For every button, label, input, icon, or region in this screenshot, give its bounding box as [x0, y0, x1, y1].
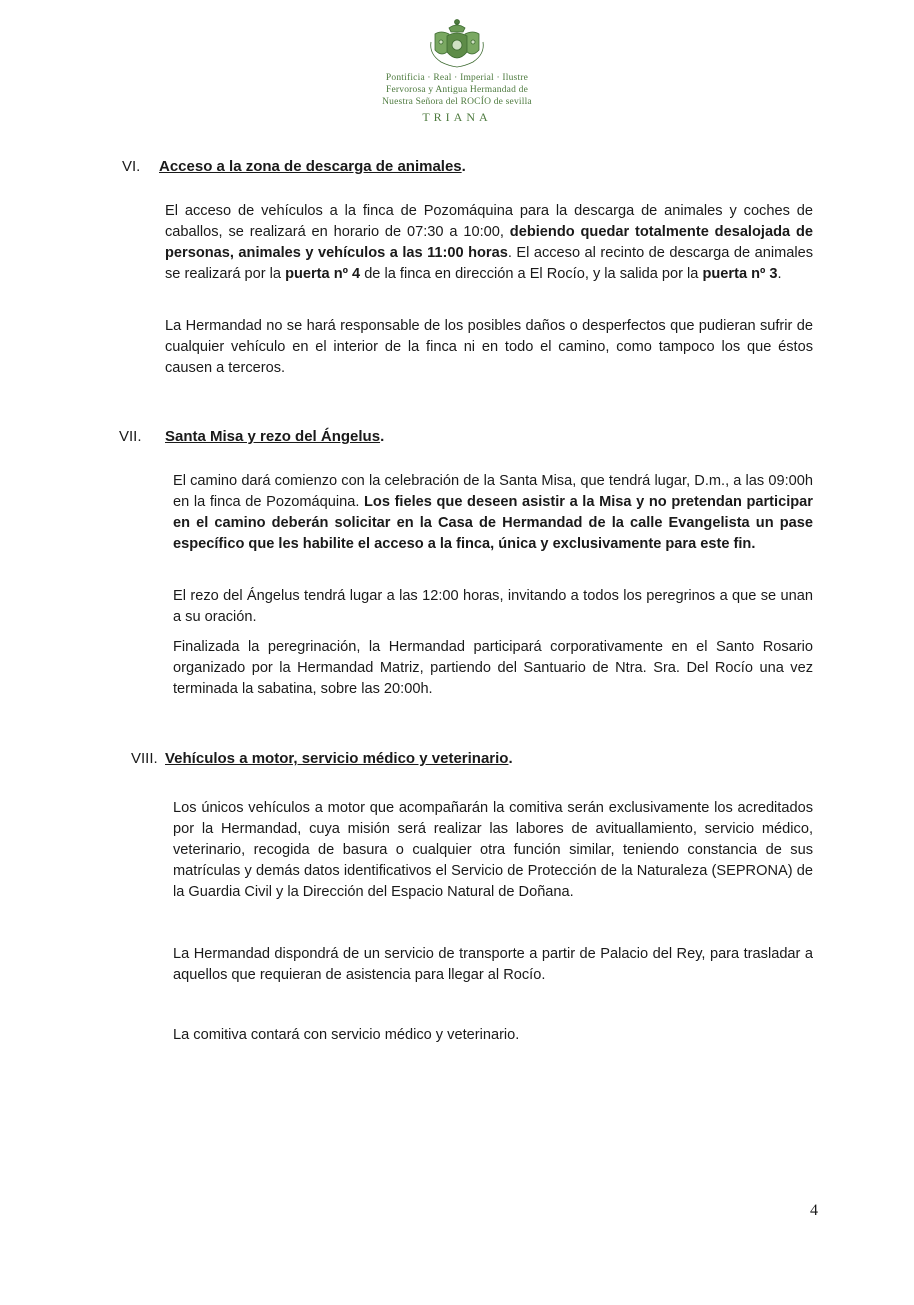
paragraph: El rezo del Ángelus tendrá lugar a las 12:00 horas, invitando a todos los peregrinos a que se unan a su oración. [173, 588, 813, 625]
letterhead [0, 18, 914, 125]
paragraph: La Hermandad no se hará responsable de los posibles daños o desperfectos que pudieran sufrir de cualquier vehículo en el interior de la finca ni en todo el camino, como tampoco los que éstos causen a terceros. [165, 318, 813, 376]
paragraph: Finalizada la peregrinación, la Hermandad participará corporativamente en el Santo Rosario organizado por la Hermandad Matriz, partiendo del Santuario de Ntra. Sra. Del Rocío una vez terminada la sabatina, sobre las 20:00h. [173, 639, 813, 697]
section-heading: Santa Misa y rezo del Ángelus. [165, 428, 385, 445]
letterhead-line-2: Fervorosa y Antigua Hermandad de [385, 85, 528, 95]
section-heading: Acceso a la zona de descarga de animales. [159, 158, 466, 175]
paragraph: El acceso de vehículos a la finca de Pozomáquina para la descarga de animales y coches de caballos, se realizará en horario de 07:30 a 10:00, debiendo quedar totalmente desalojada de personas, animales y vehículos a las 11:00 horas. El acceso al recinto de descarga de animales se realizará por la puerta nº 4 de la finca en dirección a El Rocío, y la salida por la puerta nº 3. [165, 203, 813, 282]
paragraph: La comitiva contará con servicio médico y veterinario. [173, 1027, 520, 1043]
letterhead-triana: TRIANA [422, 110, 492, 124]
section-number: VIII. [131, 750, 158, 767]
letterhead-line-3: Nuestra Señora del ROCÍO de sevilla [382, 97, 532, 107]
paragraph: Los únicos vehículos a motor que acompañarán la comitiva serán exclusivamente los acreditados por la Hermandad, cuya misión será realizar las labores de avituallamiento, servicio médico, veterinario, recogida de basura o cualquier otra función similar, teniendo constancia de sus matrículas y demás datos identificativos el Servicio de Protección de la Naturaleza (SEPRONA) de la Guardia Civil y la Dirección del Espacio Natural de Doñana. [173, 800, 813, 900]
section-title: Santa Misa y rezo del Ángelus [165, 428, 381, 445]
paragraph: La Hermandad dispondrá de un servicio de transporte a partir de Palacio del Rey, para trasladar a aquellos que requieran de asistencia para llegar al Rocío. [173, 946, 813, 983]
letterhead-line-1: Pontificia · Real · Imperial · Ilustre [385, 73, 529, 83]
section-heading: Vehículos a motor, servicio médico y veterinario. [165, 750, 513, 767]
section-title: Acceso a la zona de descarga de animales [159, 158, 462, 175]
section-number: VII. [119, 428, 142, 445]
page-number: 4 [810, 1202, 818, 1219]
coat-of-arms-logo [427, 18, 487, 70]
paragraph: El camino dará comienzo con la celebración de la Santa Misa, que tendrá lugar, D.m., a las 09:00h en la finca de Pozomáquina. Los fieles que deseen asistir a la Misa y no pretendan participar en el camino deberán solicitar en la Casa de Hermandad de la calle Evangelista un pase específico que les habilite el acceso a la finca, única y exclusivamente para este fin. [173, 473, 813, 552]
section-title: Vehículos a motor, servicio médico y veterinario [165, 750, 509, 767]
section-number: VI. [122, 158, 141, 175]
